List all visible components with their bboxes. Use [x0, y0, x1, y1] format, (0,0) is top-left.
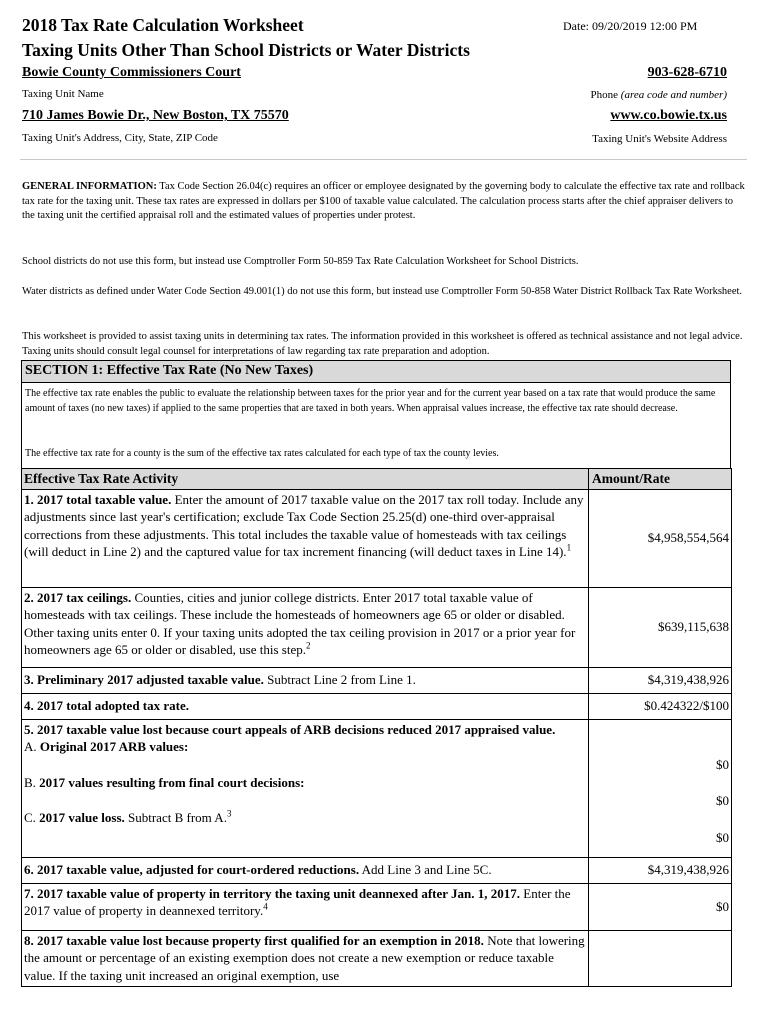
line3-label: 3. Preliminary 2017 adjusted taxable value.	[24, 672, 264, 688]
line1-text: Enter the amount of 2017 taxable value on the 2017 tax roll today. Include any adjustments since last year's certification; exclude Tax Code Section 25.25(d) one-third over-appraisal corrections from these adjustments. This total includes the taxable value of homesteads with tax ceilings (will deduct in Line 2) and the captured value for tax increment financing (will deduct taxes in Line 14).	[24, 491, 584, 559]
line1-label: 1. 2017 total taxable value.	[24, 491, 172, 507]
line5c-amount: $0	[716, 829, 729, 845]
line5c-text	[24, 809, 586, 827]
line5c-footnote: 3	[226, 808, 232, 819]
website-caption: Taxing Unit's Website Address	[592, 133, 727, 145]
table-row	[22, 883, 732, 930]
line3-description	[22, 667, 589, 693]
phone-caption	[591, 89, 727, 101]
phone-number: 903-628-6710	[647, 65, 727, 80]
table-header-row	[22, 469, 732, 490]
line7-label: 7. 2017 taxable value of property in territory the taxing unit deannexed after Jan. 1, 2017.	[24, 885, 521, 901]
line3-amount: $4,319,438,926	[589, 667, 732, 693]
line2-footnote: 2	[305, 640, 311, 651]
worksheet-title: 2018 Tax Rate Calculation Worksheet	[22, 15, 304, 35]
line1-description	[22, 489, 589, 587]
general-info-text: Tax Code Section 26.04(c) requires an officer or employee designated by the governing body to calculate the effective tax rate and rollback tax rate for the taxing unit. These tax rates are expressed in dollars per $100 of taxable value calculated. The calculation process starts after the chief appraiser delivers to the taxing unit the certified appraisal roll and the estimated values of properties under protest.	[22, 181, 745, 221]
date-stamp: Date: 09/20/2019 12:00 PM	[563, 19, 698, 33]
line8-description	[22, 930, 589, 986]
col-amount-header: Amount/Rate	[589, 469, 732, 490]
line1-footnote: 1	[566, 542, 572, 553]
line7-amount: $0	[589, 883, 732, 930]
line5a-label: Original 2017 ARB values:	[39, 739, 189, 754]
phone-caption-prefix: Phone	[590, 89, 621, 101]
line5c-label: 2017 value loss.	[39, 810, 125, 825]
line4-label: 4. 2017 total adopted tax rate.	[24, 698, 190, 714]
table-row	[22, 489, 732, 587]
line8-text: Note that lowering the amount or percentage of an existing exemption does not create a new exemption or reduce taxable value. If the taxing unit increased an original exemption, use	[24, 932, 585, 983]
taxing-unit-address: 710 James Bowie Dr., New Boston, TX 75570	[22, 108, 289, 123]
general-info-paragraph	[22, 180, 746, 224]
line5b-text	[24, 774, 586, 792]
line3-text: Subtract Line 2 from Line 1.	[263, 672, 416, 688]
phone-caption-italic: (area code and number)	[620, 89, 727, 101]
line6-amount: $4,319,438,926	[589, 857, 732, 883]
line7-footnote: 4	[263, 901, 268, 912]
water-districts-note: Water districts as defined under Water Code Section 49.001(1) do not use this form, but instead use Comptroller Form 50-858 Water District Rollback Tax Rate Worksheet.	[22, 286, 743, 297]
line5a-prefix: A.	[24, 739, 40, 754]
line8-label: 8. 2017 taxable value lost because property first qualified for an exemption in 2018.	[24, 932, 484, 948]
section1-title: SECTION 1: Effective Tax Rate (No New Taxes)	[21, 360, 731, 383]
section1-intro-text: The effective tax rate enables the public to evaluate the relationship between taxes for the prior year and for the current year based on a tax rate that would produce the same amount of taxes (no new taxes) if applied to the same properties that are taxed in both years. When appraisal values increase, the effective tax rate should decrease.	[25, 388, 716, 414]
table-row	[22, 693, 732, 719]
effective-rate-table	[21, 468, 731, 987]
line5-amounts	[589, 719, 732, 857]
line5b-amount: $0	[716, 792, 729, 808]
line5b-prefix: B.	[24, 774, 40, 790]
line7-text: Enter the 2017 value of property in deannexed territory.	[24, 885, 571, 918]
line4-amount: $0.424322/$100	[589, 693, 732, 719]
line2-description	[22, 587, 589, 667]
disclaimer-note: This worksheet is provided to assist taxing units in determining tax rates. The information provided in this worksheet is offered as technical assistance and not legal advice. Taxing units should consult legal counsel for interpretations of law regarding tax rate preparation and adoption.	[22, 331, 743, 357]
line6-description	[22, 857, 589, 883]
table-row	[22, 667, 732, 693]
line1-amount: $4,958,554,564	[589, 489, 732, 587]
line6-label: 6. 2017 taxable value, adjusted for court-ordered reductions.	[24, 862, 360, 878]
taxing-unit-name: Bowie County Commissioners Court	[22, 65, 241, 80]
address-caption: Taxing Unit's Address, City, State, ZIP Code	[22, 132, 218, 144]
line5c-prefix: C.	[24, 810, 40, 825]
table-row	[22, 587, 732, 667]
worksheet-subtitle: Taxing Units Other Than School Districts or Water Districts	[22, 40, 470, 60]
line5c-rest: Subtract B from A.	[124, 810, 227, 825]
line5a-text	[24, 738, 586, 756]
website-link[interactable]: www.co.bowie.tx.us	[610, 108, 727, 123]
line6-text: Add Line 3 and Line 5C.	[359, 862, 492, 878]
line4-description	[22, 693, 589, 719]
line7-description	[22, 883, 589, 930]
line5a-amount: $0	[716, 756, 729, 772]
table-row	[22, 930, 732, 986]
col-activity-header: Effective Tax Rate Activity	[22, 469, 589, 490]
general-info-label: GENERAL INFORMATION:	[22, 181, 157, 192]
section1-intro-box	[21, 383, 731, 468]
school-districts-note: School districts do not use this form, but instead use Comptroller Form 50-859 Tax Rate Calculation Worksheet for School Districts.	[22, 256, 579, 267]
line2-text: Counties, cities and junior college districts. Enter 2017 total taxable value of homesteads with tax ceilings. These include the homesteads of homeowners age 65 or older or disabled. Other taxing units enter 0. If your taxing units adopted the tax ceiling provision in 2017 or a prior year for homeowners age 65 or older or disabled, use this step.	[24, 589, 576, 657]
table-row	[22, 719, 732, 857]
taxing-unit-name-caption: Taxing Unit Name	[22, 88, 104, 100]
table-row	[22, 857, 732, 883]
header-divider	[20, 159, 747, 160]
line5-description	[22, 719, 589, 857]
line5-label: 5. 2017 taxable value lost because court appeals of ARB decisions reduced 2017 appraised value.	[24, 721, 556, 737]
line8-amount	[589, 930, 732, 986]
line5b-label: 2017 values resulting from final court decisions:	[39, 774, 305, 790]
line2-label: 2. 2017 tax ceilings.	[24, 589, 132, 605]
section1-county-note: The effective tax rate for a county is the sum of the effective tax rates calculated for each type of tax the county levies.	[25, 448, 499, 459]
line2-amount: $639,115,638	[589, 587, 732, 667]
